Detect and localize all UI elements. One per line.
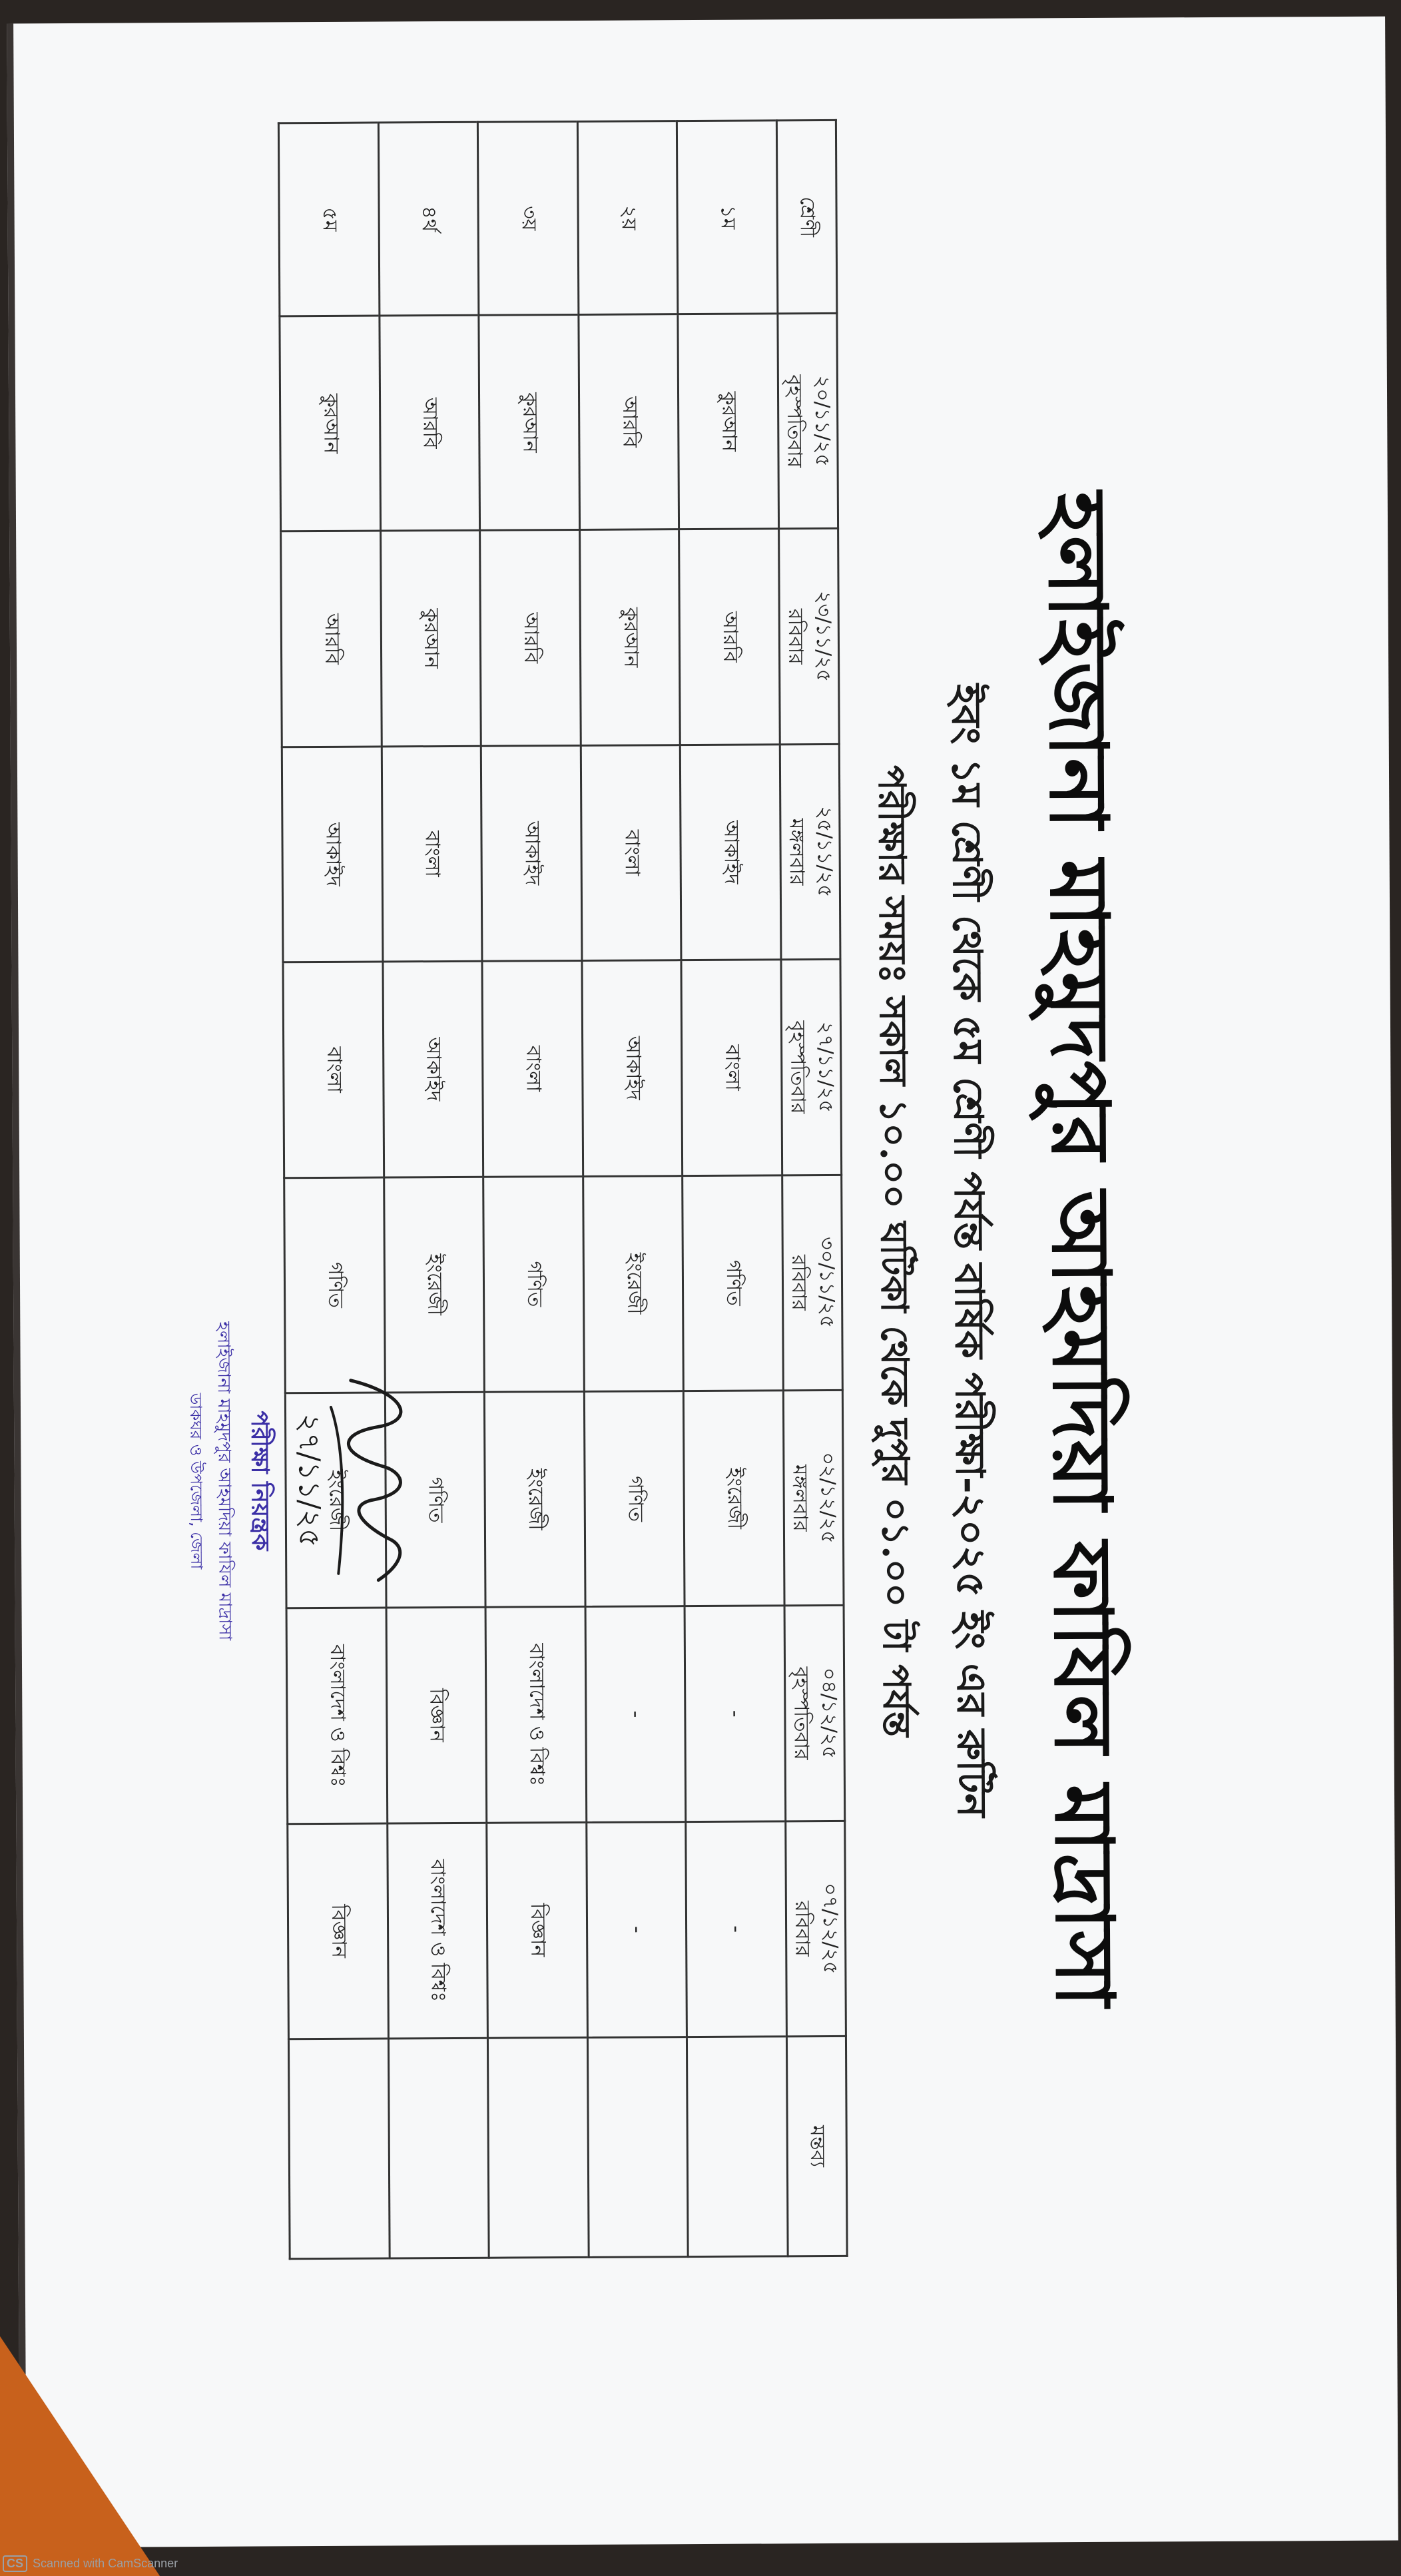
date-header <box>781 960 842 1175</box>
subject-cell: আকাইদ <box>481 745 581 961</box>
seal-address: ডাকঘর ও উপজেলা, জেলা <box>186 1393 206 1570</box>
subject-cell: বাংলা <box>581 745 681 960</box>
date-header <box>783 1390 844 1606</box>
subject-cell: বাংলাদেশ ও বিশ্বঃ <box>485 1607 586 1823</box>
class-cell: ৪র্থ <box>378 122 479 316</box>
document-page <box>7 17 1398 2548</box>
subject-cell: বাংলা <box>681 960 782 1175</box>
class-cell: ১ম <box>677 121 778 314</box>
subject-cell: আরবি <box>380 315 480 531</box>
header-day: রবিবার <box>790 1901 814 1957</box>
exam-timing: পরীক্ষার সময়ঃ সকাল ১০.০০ ঘটিকা থেকে দুপুর ০১.০০ টা পর্যন্ত <box>869 765 919 1738</box>
subject-cell: কুরআন <box>579 529 680 745</box>
remark-cell <box>488 2037 589 2258</box>
remark-cell <box>388 2038 489 2258</box>
subject-cell: আরবি <box>579 314 679 530</box>
remarks-header: মন্তব্য <box>786 2036 847 2256</box>
subject-cell: বাংলা <box>283 962 384 1177</box>
subject-cell: কুরআন <box>280 316 380 531</box>
remark-cell <box>288 2039 389 2259</box>
header-date: ০৪/১২/২৫ <box>817 1667 841 1760</box>
subject-cell: - <box>685 1606 785 1821</box>
table-row <box>378 122 489 2258</box>
subject-cell: ইংরেজী <box>285 1393 386 1608</box>
header-day: রবিবার <box>783 608 808 665</box>
header-day: বৃহস্পতিবার <box>785 1020 810 1114</box>
date-header <box>782 1175 843 1391</box>
header-date: ২৭/১১/২৫ <box>813 1021 838 1113</box>
header-date: ৩০/১১/২৫ <box>814 1237 839 1329</box>
rotated-content <box>144 97 1169 2407</box>
exam-subtitle: ইবং ১ম শ্রেণী থেকে ৫ম শ্রেণী পর্যন্ত বার্ষিক পরীক্ষা-২০২৫ ইং এর রুটিন <box>942 683 995 1817</box>
subject-cell: গণিত <box>584 1391 685 1607</box>
signature-block <box>150 1273 445 1688</box>
scanner-text: Scanned with CamScanner <box>33 2557 178 2570</box>
table-row <box>577 121 688 2258</box>
subject-cell: ইংরেজী <box>384 1177 484 1393</box>
header-date: ০৭/১২/২৫ <box>818 1883 842 1975</box>
subject-cell: বাংলাদেশ ও বিশ্বঃ <box>286 1608 387 1823</box>
scanner-watermark <box>3 2555 178 2572</box>
remark-cell <box>587 2037 688 2258</box>
header-date: ২০/১১/২৫ <box>810 375 834 467</box>
header-day: মঙ্গলবার <box>784 818 808 886</box>
header-date: ০২/১২/২৫ <box>816 1452 840 1544</box>
subject-cell: ইংরেজী <box>485 1391 585 1607</box>
class-cell: ২য় <box>577 121 678 315</box>
subject-cell: গণিত <box>683 1175 783 1391</box>
date-header <box>786 1821 846 2037</box>
subject-cell: গণিত <box>284 1177 385 1393</box>
subject-cell: বাংলা <box>482 961 583 1177</box>
header-row <box>776 120 847 2256</box>
header-day: মঙ্গলবার <box>788 1464 812 1532</box>
remark-cell <box>687 2037 788 2257</box>
header-day: বৃহস্পতিবার <box>782 374 806 468</box>
subject-cell: - <box>686 1821 786 2037</box>
header-day: রবিবার <box>786 1254 811 1311</box>
header-date: ২৩/১১/২৫ <box>811 590 836 683</box>
subject-cell: কুরআন <box>678 314 778 529</box>
date-header <box>778 313 838 529</box>
subject-cell: আরবি <box>679 529 780 745</box>
subject-cell: - <box>587 1821 687 2037</box>
header-date: ২৫/১১/২৫ <box>812 806 836 898</box>
subject-cell: - <box>585 1606 686 1822</box>
subject-cell: আকাইদ <box>582 960 683 1176</box>
table-row <box>677 121 788 2257</box>
subject-cell: বাংলাদেশ ও বিশ্বঃ <box>387 1823 487 2039</box>
subject-cell: ইংরেজী <box>684 1391 784 1606</box>
paper-corner-decoration <box>0 2336 160 2576</box>
subject-cell: বাংলা <box>382 746 482 962</box>
date-header <box>784 1606 845 1821</box>
subject-cell: গণিত <box>385 1392 485 1608</box>
signature-date: ২৭/১১/২৫ <box>292 1413 327 1548</box>
madrasa-title: হলাইজানা মাহমুদপুর আহমদিয়া ফাযিল মাদ্রাসা <box>1029 491 1132 2009</box>
subject-cell: কুরআন <box>380 531 481 747</box>
class-header: শ্রেণী <box>776 120 837 313</box>
subject-cell: কুরআন <box>479 314 579 530</box>
subject-cell: আকাইদ <box>681 745 781 960</box>
class-cell: ৫ম <box>278 123 379 316</box>
subject-cell: আকাইদ <box>282 747 382 962</box>
header-day: বৃহস্পতিবার <box>789 1666 813 1760</box>
camscanner-logo: CS <box>3 2555 27 2572</box>
subject-cell: গণিত <box>483 1176 584 1392</box>
seal-title: পরীক্ষা নিয়ন্ত্রক <box>246 1411 274 1551</box>
date-header <box>779 529 840 745</box>
subject-cell: আকাইদ <box>383 961 483 1177</box>
subject-cell: বিজ্ঞান <box>386 1607 487 1823</box>
table-row <box>278 123 389 2259</box>
subject-cell: বিজ্ঞান <box>487 1822 587 2038</box>
table-row <box>478 121 589 2258</box>
subject-cell: ইংরেজী <box>583 1175 683 1391</box>
seal-institution: হলাইজানা মাহমুদপুর আহমদিয়া ফাযিল মাদ্রাসা <box>213 1321 235 1641</box>
subject-cell: আরবি <box>281 531 382 747</box>
date-header <box>780 744 840 960</box>
subject-cell: বিজ্ঞান <box>288 1823 388 2039</box>
exam-routine-table <box>278 119 848 2260</box>
class-cell: ৩য় <box>478 121 579 315</box>
subject-cell: আরবি <box>480 530 581 746</box>
